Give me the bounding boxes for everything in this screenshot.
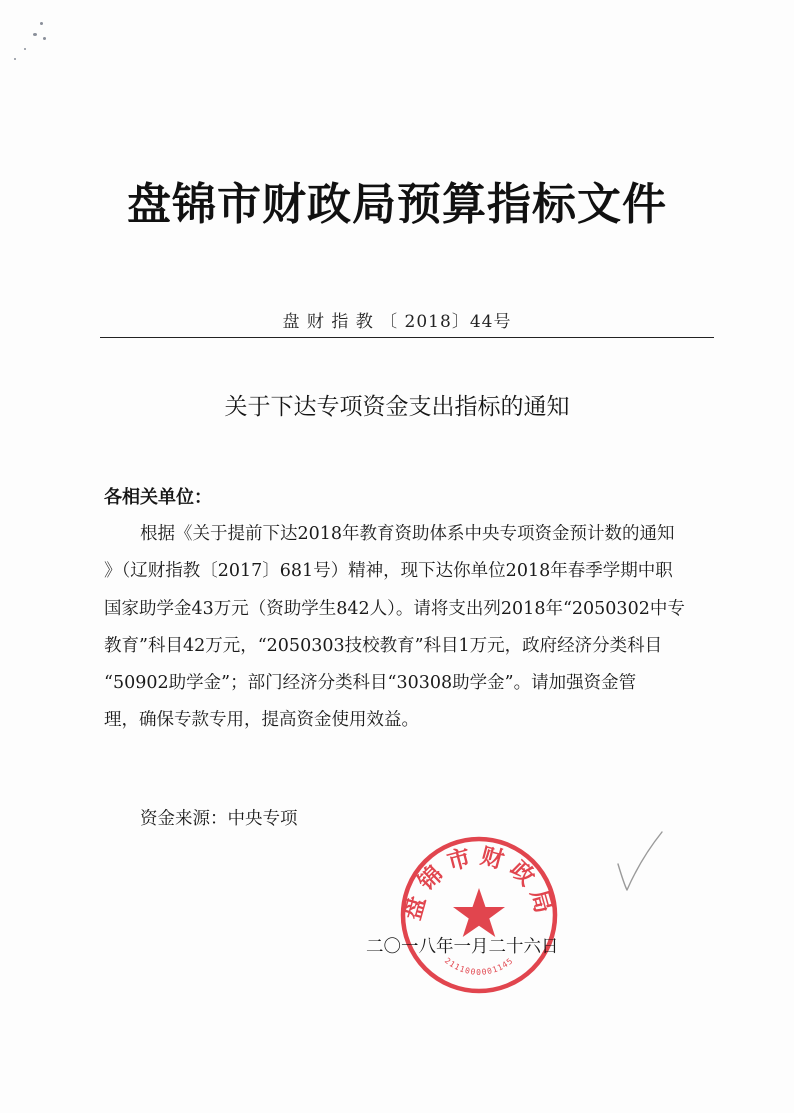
notice-body [104, 516, 724, 740]
body-line: “50902助学金”；部门经济分类科目“30308助学金”。请加强资金管 [104, 673, 637, 694]
seal-code-text: 2111000001145 [442, 956, 516, 977]
issue-date: 二〇一八年一月二十六日 [366, 937, 559, 957]
scan-speck [43, 37, 46, 40]
salutation: 各相关单位： [104, 487, 212, 508]
header-title: 盘锦市财政局预算指标文件 [127, 179, 667, 230]
header-divider [100, 337, 714, 338]
funding-source: 资金来源：中央专项 [140, 809, 298, 829]
seal-name-text: 盘锦市财政局 [399, 843, 559, 923]
notice-title: 关于下达专项资金支出指标的通知 [224, 394, 570, 420]
official-seal [398, 834, 560, 996]
seal-star-icon [453, 888, 505, 937]
document-number: 盘 财 指 教 〔 2018〕44号 [282, 312, 512, 332]
scan-speck [24, 48, 26, 50]
body-line: 国家助学金43万元（资助学生842人）。请将支出列2018年“2050302中专 [104, 598, 685, 619]
scan-speck [14, 58, 16, 60]
scan-speck [33, 33, 37, 36]
check-mark-icon [612, 828, 666, 898]
scan-speck [40, 22, 43, 25]
body-line: 》（辽财指教〔2017〕681号）精神，现下达你单位2018年春季学期中职 [104, 561, 673, 582]
body-line: 教育”科目42万元，“2050303技校教育”科目1万元，政府经济分类科目 [104, 635, 663, 656]
body-line: 根据《关于提前下达2018年教育资助体系中央专项资金预计数的通知 [140, 524, 675, 544]
body-line: 理，确保专款专用，提高资金使用效益。 [104, 710, 419, 731]
